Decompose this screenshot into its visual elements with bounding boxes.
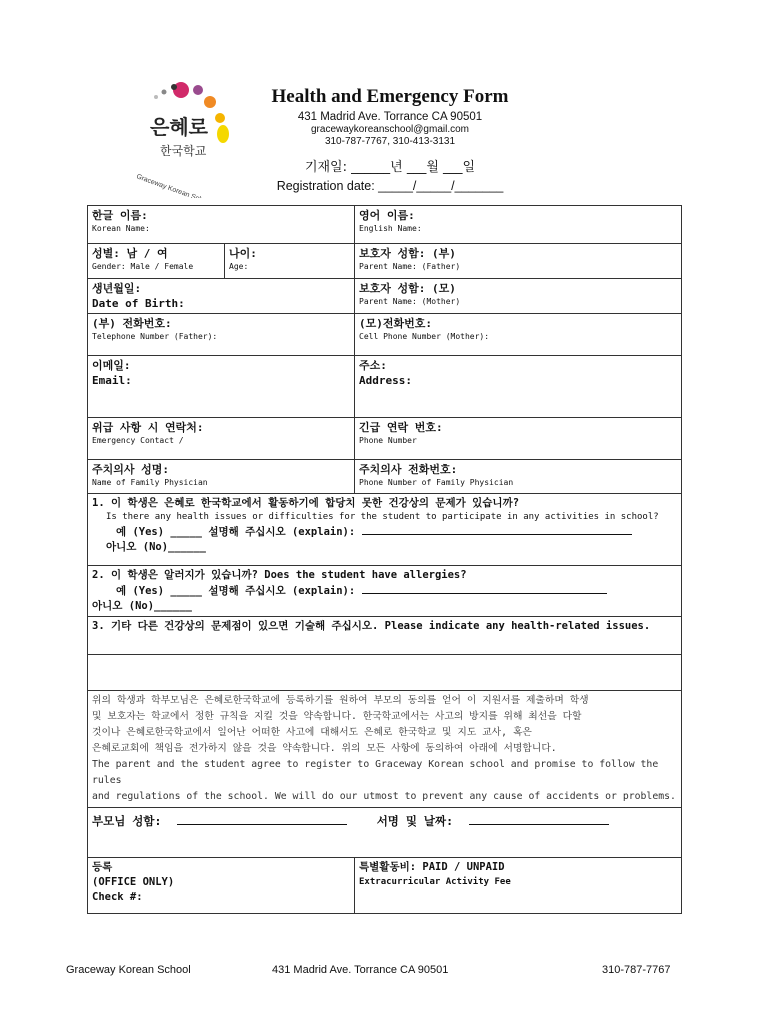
registration-date-en[interactable]: Registration date: _____/_____/_______ (276, 179, 504, 193)
age-field[interactable]: 나이: Age: (225, 244, 355, 279)
consent-text: 위의 학생과 학부모님은 은혜로한국학교에 등록하기를 원하여 부모의 동의를 얻어 이 지원서를 제출하며 학생 및 보호자는 학교에서 정한 규칙을 지킬 것을 약속합니다. 한국학교에서는 사고의 방지를 위해 최선을 다할 것이나 은혜로한국학교에서 일어난 어떠한 사고에 대해서도 은혜로 한국학교 및 지도 교사, 혹은 은혜로교회에 책임을 전가하지 않을 것을 약속합니다. 위의 모든 사항에 동의하여 아래에 서명합니다. The parent and the student agree to register to Graceway Korean school and promise to follow the rules and regulations of the school. We will do our utmost to prevent any cause of accidents or problems. (88, 691, 682, 808)
office-only-box: 등록 (OFFICE ONLY) Check #: (88, 858, 355, 914)
q1-explain-line[interactable] (362, 524, 632, 535)
footer-school: Graceway Korean School (66, 964, 191, 976)
registration-date-ko[interactable]: 기재일: ______년 ___월 ___일 (304, 160, 476, 175)
form-header (0, 0, 770, 200)
fee-status-options[interactable]: PAID / UNPAID (422, 861, 505, 873)
address-field[interactable]: 주소: Address: (355, 356, 682, 418)
school-phones: 310-787-7767, 310-413-3131 (324, 136, 456, 147)
gender-field[interactable]: 성별: 남 / 여 Gender: Male / Female (88, 244, 225, 279)
korean-name-field[interactable]: 한글 이름: Korean Name: (88, 206, 355, 244)
father-phone-field[interactable]: (부) 전화번호: Telephone Number (Father): (88, 314, 355, 356)
emergency-contact-field[interactable]: 위급 사항 시 연락처: Emergency Contact / (88, 418, 355, 460)
mother-name-field[interactable]: 보호자 성함: (모) Parent Name: (Mother) (355, 279, 682, 314)
school-address: 431 Madrid Ave. Torrance CA 90501 (297, 111, 483, 123)
footer-address: 431 Madrid Ave. Torrance CA 90501 (272, 964, 449, 976)
check-number-field[interactable]: Check #: (92, 891, 143, 903)
footer-phone: 310-787-7767 (602, 964, 671, 976)
health-form-table (87, 205, 682, 914)
signature-row[interactable] (88, 808, 682, 858)
q2-explain-line[interactable] (362, 583, 607, 594)
logo-korean-name: 은혜로 (150, 115, 208, 139)
form-title: Health and Emergency Form (271, 86, 509, 107)
sign-date-line[interactable] (469, 814, 609, 825)
q2-no-option[interactable]: 아니오 (No)______ (92, 600, 192, 612)
question-3-answer-area[interactable] (88, 655, 682, 691)
q1-no-option[interactable]: 아니오 (No)______ (106, 541, 206, 553)
parent-name-line[interactable] (177, 814, 347, 825)
email-field[interactable]: 이메일: Email: (88, 356, 355, 418)
english-name-field[interactable]: 영어 이름: English Name: (355, 206, 682, 244)
q1-yes-option[interactable]: 예 (Yes) _____ 설명해 주십시오 (explain): (116, 526, 356, 538)
physician-name-field[interactable]: 주치의사 성명: Name of Family Physician (88, 460, 355, 494)
logo-subtitle: 한국학교 (160, 144, 207, 158)
mother-phone-field[interactable]: (모)전화번호: Cell Phone Number (Mother): (355, 314, 682, 356)
logo-curve-text: Graceway Korean School (135, 173, 213, 198)
sign-date-label: 서명 및 날짜: (376, 814, 454, 828)
activity-fee-box: 특별활동비: PAID / UNPAID Extracurricular Activity Fee (355, 858, 682, 914)
school-email: gracewaykoreanschool@gmail.com (311, 124, 469, 135)
question-2[interactable]: 2. 이 학생은 알러지가 있습니까? Does the student have allergies? 예 (Yes) _____ 설명해 주십시오 (explain): 아니오 (No)______ (88, 566, 682, 617)
dob-field[interactable]: 생년월일: Date of Birth: (88, 279, 355, 314)
school-logo (118, 78, 238, 198)
father-name-field[interactable]: 보호자 성함: (부) Parent Name: (Father) (355, 244, 682, 279)
question-3[interactable]: 3. 기타 다른 건강상의 문제점이 있으면 기술해 주십시오. Please indicate any health-related issues. (88, 617, 682, 655)
physician-phone-field[interactable]: 주치의사 전화번호: Phone Number of Family Physician (355, 460, 682, 494)
question-1[interactable]: 1. 이 학생은 은혜로 한국학교에서 활동하기에 합당치 못한 건강상의 문제가 있습니까? Is there any health issues or difficulties for the student to participate in any activities in school? 예 (Yes) _____ 설명해 주십시오 (explain): 아니오 (No)______ (88, 494, 682, 566)
q2-yes-option[interactable]: 예 (Yes) _____ 설명해 주십시오 (explain): (116, 585, 356, 597)
emergency-phone-field[interactable]: 긴급 연락 번호: Phone Number (355, 418, 682, 460)
parent-name-label: 부모님 성함: (92, 814, 162, 828)
